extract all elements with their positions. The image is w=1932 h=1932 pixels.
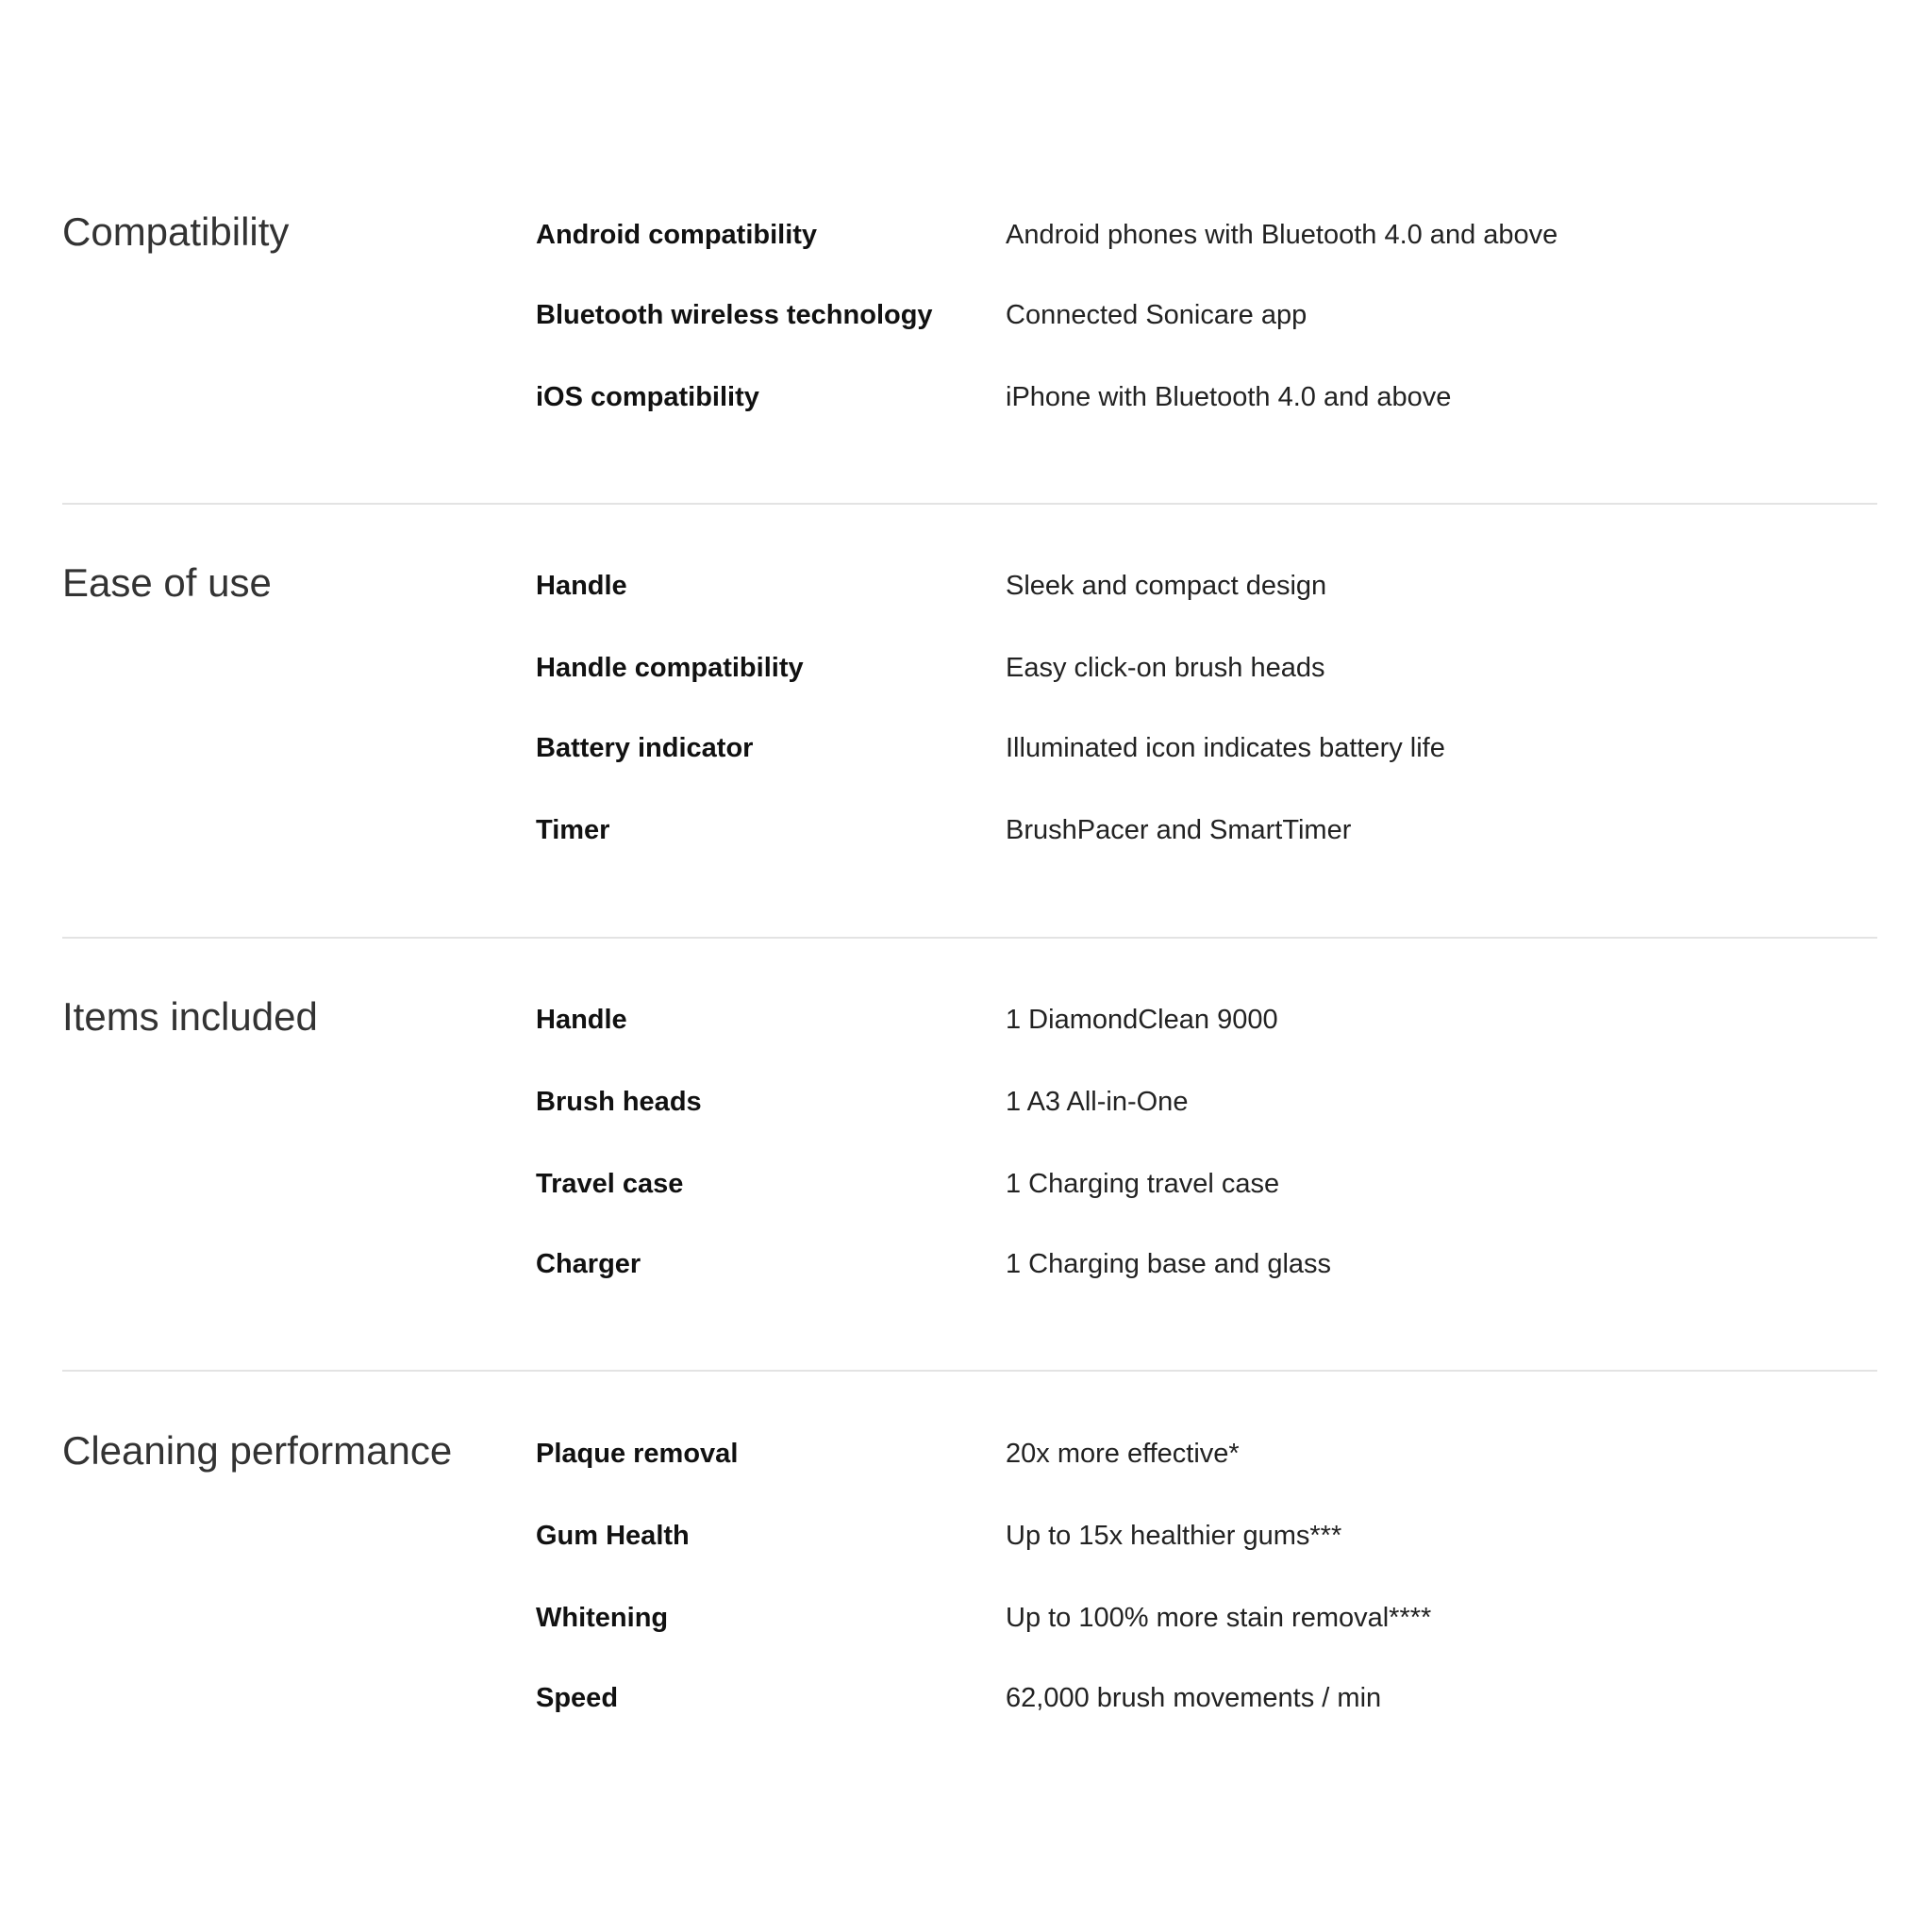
section-title: Items included [62,994,318,1039]
spec-row [62,375,1877,420]
spec-row [62,1675,1877,1721]
spec-label: iOS compatibility [536,382,759,412]
spec-value: 62,000 brush movements / min [1006,1683,1382,1713]
spec-row [62,725,1877,771]
spec-row [62,1431,1877,1476]
spec-value: 1 DiamondClean 9000 [1006,1005,1278,1035]
spec-label: Handle [536,571,627,601]
spec-label: Gum Health [536,1521,690,1551]
spec-row [62,1161,1877,1207]
spec-label: Handle compatibility [536,653,804,683]
spec-row [62,645,1877,691]
spec-row [62,808,1877,853]
spec-value: Up to 15x healthier gums*** [1006,1521,1342,1551]
spec-row [62,563,1877,608]
spec-value: Up to 100% more stain removal**** [1006,1603,1432,1633]
spec-value: 1 Charging base and glass [1006,1249,1332,1279]
spec-label: Speed [536,1683,619,1713]
spec-label: Handle [536,1005,627,1035]
spec-row [62,292,1877,338]
spec-value: 1 Charging travel case [1006,1169,1280,1199]
spec-label: Whitening [536,1603,669,1633]
spec-value: 1 A3 All-in-One [1006,1087,1189,1117]
spec-row [62,1079,1877,1124]
section-divider [62,937,1877,939]
spec-row [62,1595,1877,1641]
spec-label: Plaque removal [536,1439,739,1469]
spec-label: Timer [536,815,610,845]
spec-row [62,1241,1877,1287]
spec-value: 20x more effective* [1006,1439,1240,1469]
section-title: Compatibility [62,209,290,254]
spec-label: Bluetooth wireless technology [536,300,933,330]
spec-label: Travel case [536,1169,684,1199]
spec-value: BrushPacer and SmartTimer [1006,815,1352,845]
spec-row [62,997,1877,1042]
spec-value: Easy click-on brush heads [1006,653,1325,683]
spec-value: Sleek and compact design [1006,571,1327,601]
spec-row [62,212,1877,258]
spec-value: iPhone with Bluetooth 4.0 and above [1006,382,1452,412]
spec-label: Brush heads [536,1087,702,1117]
spec-value: Android phones with Bluetooth 4.0 and above [1006,220,1558,250]
section-title: Ease of use [62,560,272,605]
spec-value: Connected Sonicare app [1006,300,1307,330]
spec-label: Android compatibility [536,220,818,250]
section-divider [62,1370,1877,1372]
spec-row [62,1513,1877,1558]
section-divider [62,503,1877,505]
section-title: Cleaning performance [62,1428,453,1473]
spec-label: Charger [536,1249,641,1279]
spec-label: Battery indicator [536,733,754,763]
spec-value: Illuminated icon indicates battery life [1006,733,1445,763]
